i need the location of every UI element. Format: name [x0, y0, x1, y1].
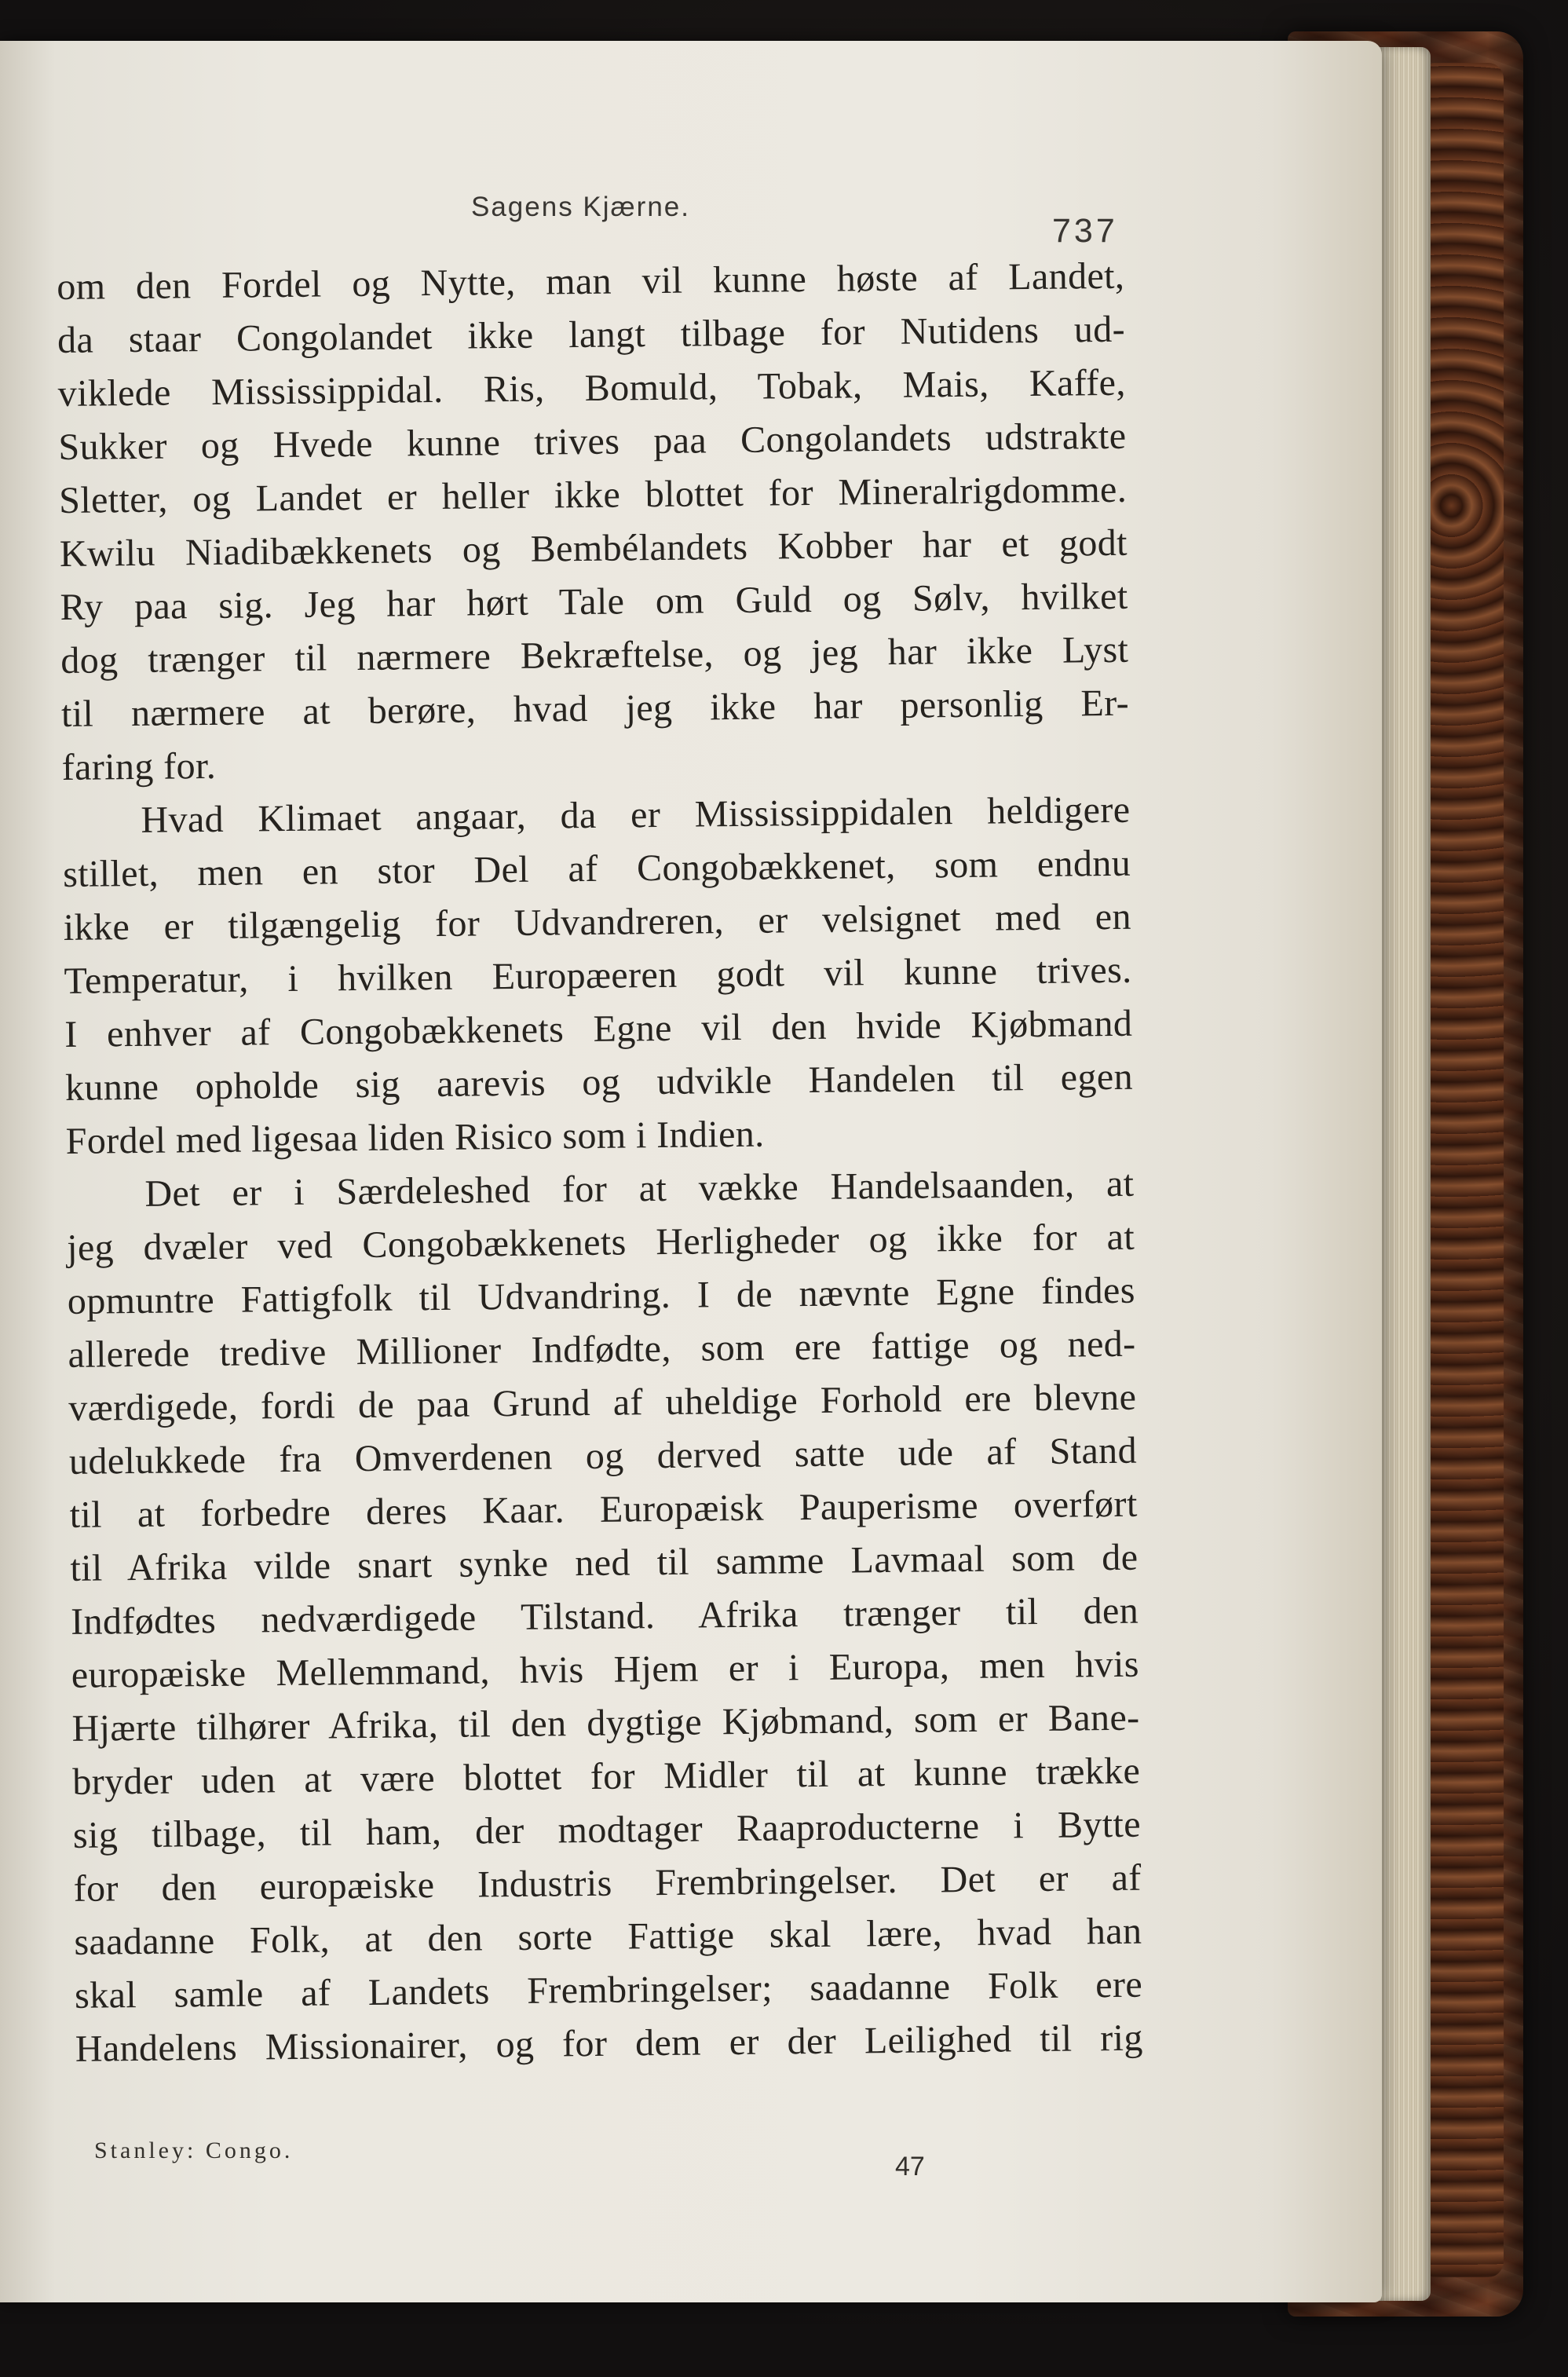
text-line: Indfødtes nedværdigede Tilstand. Afrika trænger til den: [70, 1589, 1139, 1643]
marbled-cover-edge: [1429, 63, 1504, 2277]
text-line: Temperatur, i hvilken Europæeren godt vil kunne trives.: [64, 949, 1132, 1002]
text-line: Handelens Missionairer, og for dem er der Leilighed til rig: [75, 2017, 1144, 2070]
text-line: til at forbedre deres Kaar. Europæisk Pauperisme overført: [69, 1483, 1138, 1536]
text-line: viklede Mississippidal. Ris, Bomuld, Tobak, Mais, Kaffe,: [57, 361, 1126, 415]
text-line: faring for.: [61, 744, 217, 788]
body-text: [57, 250, 1143, 2076]
text-line: opmuntre Fattigfolk til Udvandring. I de nævnte Egne findes: [67, 1269, 1136, 1322]
text-line: europæiske Mellemmand, hvis Hjem er i Europa, men hvis: [71, 1643, 1140, 1696]
text-line: stillet, men en stor Del af Congobækkenet, som endnu: [62, 842, 1131, 895]
text-line: Kwilu Niadibækkenets og Bembélandets Kobber har et godt: [59, 521, 1128, 575]
text-line: bryder uden at være blottet for Midler til at kunne trække: [72, 1750, 1141, 1803]
footer-signature: Stanley: Congo.: [94, 2137, 294, 2163]
text-line: saadanne Folk, at den sorte Fattige skal lære, hvad han: [74, 1910, 1142, 1963]
text-line: da staar Congolandet ikke langt tilbage for Nutidens ud-: [57, 308, 1126, 361]
text-line: Sukker og Hvede kunne trives paa Congolandets udstrakte: [58, 415, 1127, 468]
text-line: sig tilbage, til ham, der modtager Raaproducterne i Bytte: [72, 1803, 1142, 1856]
text-line: Hjærte tilhører Afrika, til den dygtige Kjøbmand, som er Bane-: [71, 1696, 1140, 1750]
text-line: Sletter, og Landet er heller ikke blottet for Mineralrigdomme.: [58, 468, 1128, 521]
text-line: kunne opholde sig aarevis og udvikle Handelen til egen: [64, 1055, 1134, 1109]
text-line: Det er i Særdeleshed for at vække Handelsaanden, at: [144, 1162, 1135, 1215]
text-line: allerede tredive Millioner Indfødte, som ere fattige og ned-: [68, 1322, 1136, 1376]
text-line: til Afrika vilde snart synke ned til samme Lavmaal som de: [70, 1536, 1139, 1589]
page-number: 737: [1052, 212, 1118, 250]
text-line: ikke er tilgængelig for Udvandreren, er velsignet med en: [63, 895, 1132, 949]
running-head: Sagens Kjærne.: [471, 192, 690, 222]
text-line: I enhver af Congobækkenets Egne vil den hvide Kjøbmand: [64, 1002, 1133, 1055]
book-page: [0, 41, 1382, 2302]
text-line: dog trænger til nærmere Bekræftelse, og jeg har ikke Lyst: [60, 628, 1129, 682]
text-line: Fordel med ligesaa liden Risico som i Indien.: [65, 1113, 765, 1162]
text-line: Hvad Klimaet angaar, da er Mississippidalen heldigere: [141, 788, 1131, 841]
text-line: Ry paa sig. Jeg har hørt Tale om Guld og Sølv, hvilket: [60, 575, 1128, 628]
text-line: om den Fordel og Nytte, man vil kunne høste af Landet,: [57, 254, 1125, 308]
text-line: skal samle af Landets Frembringelser; saadanne Folk ere: [74, 1963, 1143, 2017]
sheet-number: 47: [895, 2152, 925, 2181]
text-line: jeg dvæler ved Congobækkenets Herligheder og ikke for at: [66, 1216, 1135, 1269]
text-line: til nærmere at berøre, hvad jeg ikke har personlig Er-: [60, 682, 1130, 735]
text-line: for den europæiske Industris Frembringelser. Det er af: [73, 1856, 1142, 1910]
text-line: værdigede, fordi de paa Grund af uheldige Forhold ere blevne: [68, 1376, 1137, 1429]
text-line: udelukkede fra Omverdenen og derved satte ude af Stand: [68, 1429, 1138, 1483]
